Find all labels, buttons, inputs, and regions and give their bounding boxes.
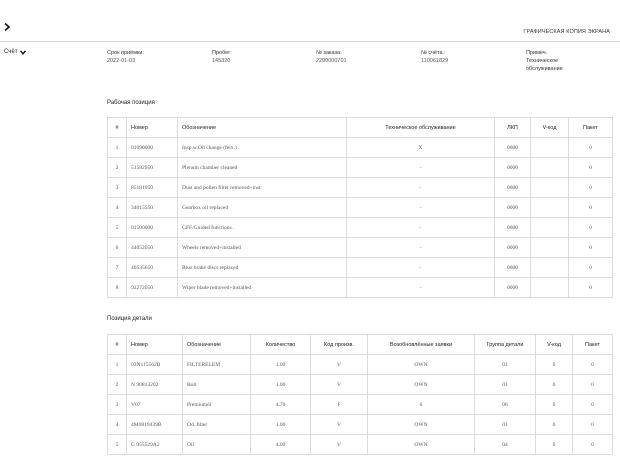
cell-maintenance: -: [347, 178, 495, 198]
cell-number: 03N115562B: [127, 355, 183, 375]
cell-lkp: 0000: [495, 258, 531, 278]
cell-description: FILTERELEM: [183, 355, 251, 375]
cell-index: 1: [108, 355, 127, 375]
cell-part-group: 04: [475, 435, 536, 455]
cell-description: Oil: [183, 435, 251, 455]
meta-note: [526, 49, 596, 73]
cell-part-group: 01: [475, 375, 536, 395]
cell-index: 6: [108, 238, 127, 258]
cell-number: 34015550: [127, 198, 178, 218]
col-header-package: Пакет: [569, 118, 613, 138]
cell-package: 0: [569, 198, 613, 218]
col-header-vcode: V-код: [536, 335, 573, 355]
table-row[interactable]: [108, 138, 613, 158]
cell-description: Insp.w.Oil change (felx.) .: [178, 138, 347, 158]
cell-quantity: 4.70: [251, 395, 311, 415]
cell-renewed-requests: 6: [368, 395, 475, 415]
cell-package: 0: [569, 178, 613, 198]
table-row[interactable]: [108, 395, 613, 415]
meta-acceptance-date: [107, 49, 144, 65]
table-row[interactable]: [108, 218, 613, 238]
meta-invoice-number: [421, 49, 448, 65]
cell-package: 0: [573, 355, 613, 375]
cell-description: Wheels removed+installed: [178, 238, 347, 258]
cell-number: 51582950: [127, 158, 178, 178]
invoice-toggle-label: Счёт: [4, 49, 18, 55]
cell-maintenance: -: [347, 218, 495, 238]
cell-part-group: 01: [475, 355, 536, 375]
header-divider: [0, 41, 620, 42]
cell-vcode: 0: [536, 435, 573, 455]
cell-maintenance: -: [347, 198, 495, 218]
meta-value: 2200000701: [316, 58, 347, 64]
col-header-index: #: [108, 335, 127, 355]
cell-description: GFF/Guided functions .: [178, 218, 347, 238]
cell-lkp: 0000: [495, 198, 531, 218]
cell-quantity: 4.00: [251, 435, 311, 455]
col-header-package: Пакет: [573, 335, 613, 355]
cell-package: 0: [569, 278, 613, 298]
cell-index: 8: [108, 278, 127, 298]
cell-index: 2: [108, 375, 127, 395]
cell-lkp: 0000: [495, 138, 531, 158]
cell-number: V07: [127, 395, 183, 415]
cell-renewed-requests: OWN: [368, 375, 475, 395]
cell-description: Od. filter: [183, 415, 251, 435]
chevron-right-icon[interactable]: [4, 23, 10, 31]
meta-order-number: [316, 49, 347, 65]
cell-renewed-requests: OWN: [368, 355, 475, 375]
cell-description: Bolt: [183, 375, 251, 395]
cell-maintenance: -: [347, 258, 495, 278]
cell-package: 0: [569, 158, 613, 178]
col-header-maker-code: Код произв.: [311, 335, 368, 355]
cell-number: 01090000: [127, 138, 178, 158]
cell-package: 0: [569, 138, 613, 158]
table-row[interactable]: [108, 355, 613, 375]
cell-number: 92272050: [127, 278, 178, 298]
cell-description: Wiper blade removed+installed: [178, 278, 347, 298]
cell-description: Premiumöl: [183, 395, 251, 415]
cell-index: 3: [108, 395, 127, 415]
cell-number: 85181950: [127, 178, 178, 198]
meta-value: 2022-01-03: [107, 58, 136, 64]
cell-lkp: 0000: [495, 278, 531, 298]
cell-quantity: 1.00: [251, 415, 311, 435]
table-row[interactable]: [108, 415, 613, 435]
meta-label: № счёта.:: [421, 50, 446, 56]
meta-label: Срок приёмки:: [107, 50, 144, 56]
cell-maker-code: V: [311, 355, 368, 375]
cell-maintenance: -: [347, 238, 495, 258]
work-positions-table: [107, 117, 613, 298]
table-row[interactable]: [108, 435, 613, 455]
col-header-vcode: V-код: [531, 118, 569, 138]
cell-vcode: [531, 198, 569, 218]
cell-vcode: [531, 178, 569, 198]
cell-vcode: 0: [536, 375, 573, 395]
cell-index: 5: [108, 218, 127, 238]
cell-maker-code: V: [311, 375, 368, 395]
table-row[interactable]: [108, 158, 613, 178]
cell-lkp: 0000: [495, 218, 531, 238]
col-header-lkp: ЛКП: [495, 118, 531, 138]
cell-maker-code: F: [311, 395, 368, 415]
meta-value: Техническое обслуживание: [526, 58, 563, 72]
table-row[interactable]: [108, 178, 613, 198]
cell-maintenance: X: [347, 138, 495, 158]
cell-vcode: [531, 238, 569, 258]
cell-lkp: 0000: [495, 238, 531, 258]
table-row[interactable]: [108, 258, 613, 278]
cell-index: 2: [108, 158, 127, 178]
cell-number: 01500000: [127, 218, 178, 238]
meta-label: Примеч.: [526, 50, 548, 56]
screen-copy-caption: ГРАФИЧЕСКАЯ КОПИЯ ЭКРАНА: [523, 29, 610, 35]
cell-vcode: [531, 218, 569, 238]
cell-vcode: 0: [536, 415, 573, 435]
cell-number: 44052050: [127, 238, 178, 258]
cell-package: 0: [569, 258, 613, 278]
cell-package: 0: [573, 395, 613, 415]
cell-description: Rear brake discs replaced: [178, 258, 347, 278]
cell-description: Gearbox oil replaced: [178, 198, 347, 218]
cell-description: Plenum chamber cleaned: [178, 158, 347, 178]
cell-vcode: [531, 138, 569, 158]
cell-vcode: [531, 258, 569, 278]
cell-index: 3: [108, 178, 127, 198]
parts-section-title: Позиция детали: [107, 316, 152, 322]
table-row[interactable]: [108, 238, 613, 258]
table-row[interactable]: [108, 198, 613, 218]
cell-quantity: 1.00: [251, 355, 311, 375]
col-header-quantity: Количество: [251, 335, 311, 355]
cell-maintenance: -: [347, 158, 495, 178]
cell-index: 1: [108, 138, 127, 158]
table-header-row: [108, 335, 613, 355]
parts-positions-table: [107, 334, 613, 455]
meta-label: № заказа:: [316, 50, 342, 56]
cell-package: 0: [573, 415, 613, 435]
col-header-description: Обозначение: [178, 118, 347, 138]
cell-maker-code: V: [311, 415, 368, 435]
meta-label: Пробег:: [212, 50, 232, 56]
col-header-index: #: [108, 118, 127, 138]
cell-vcode: 0: [536, 395, 573, 415]
col-header-part-group: Группа детали: [475, 335, 536, 355]
meta-value: 145320: [212, 58, 231, 64]
cell-vcode: 0: [536, 355, 573, 375]
work-section-title: Рабочая позиция: [107, 100, 155, 106]
col-header-number: Номер: [127, 118, 178, 138]
cell-index: 7: [108, 258, 127, 278]
cell-vcode: [531, 158, 569, 178]
cell-package: 0: [573, 375, 613, 395]
cell-number: G 055529A2: [127, 435, 183, 455]
cell-index: 5: [108, 435, 127, 455]
cell-package: 0: [569, 218, 613, 238]
table-header-row: [108, 118, 613, 138]
cell-index: 4: [108, 415, 127, 435]
invoice-dropdown-toggle[interactable]: [4, 49, 26, 55]
cell-description: Dust and pollen filter removed+inst: [178, 178, 347, 198]
meta-value: 110061829: [421, 58, 449, 64]
cell-package: 0: [569, 238, 613, 258]
cell-number: N 90813202: [127, 375, 183, 395]
table-row[interactable]: [108, 278, 613, 298]
cell-lkp: 0000: [495, 178, 531, 198]
table-row[interactable]: [108, 375, 613, 395]
cell-part-group: 06: [475, 395, 536, 415]
cell-maintenance: -: [347, 278, 495, 298]
col-header-maintenance: Техническое обслуживание: [347, 118, 495, 138]
cell-vcode: [531, 278, 569, 298]
col-header-renewed-requests: Возобновлённые заявки: [368, 335, 475, 355]
col-header-description: Обозначение: [183, 335, 251, 355]
meta-mileage: [212, 49, 232, 65]
cell-renewed-requests: OWN: [368, 415, 475, 435]
cell-number: 46535650: [127, 258, 178, 278]
cell-lkp: 0000: [495, 158, 531, 178]
cell-renewed-requests: OWN: [368, 435, 475, 455]
cell-quantity: 1.00: [251, 375, 311, 395]
cell-part-group: 01: [475, 415, 536, 435]
cell-index: 4: [108, 198, 127, 218]
cell-number: 4M0819439B: [127, 415, 183, 435]
cell-package: 0: [573, 435, 613, 455]
cell-maker-code: V: [311, 435, 368, 455]
chevron-down-icon: [20, 50, 26, 55]
col-header-number: Номер: [127, 335, 183, 355]
